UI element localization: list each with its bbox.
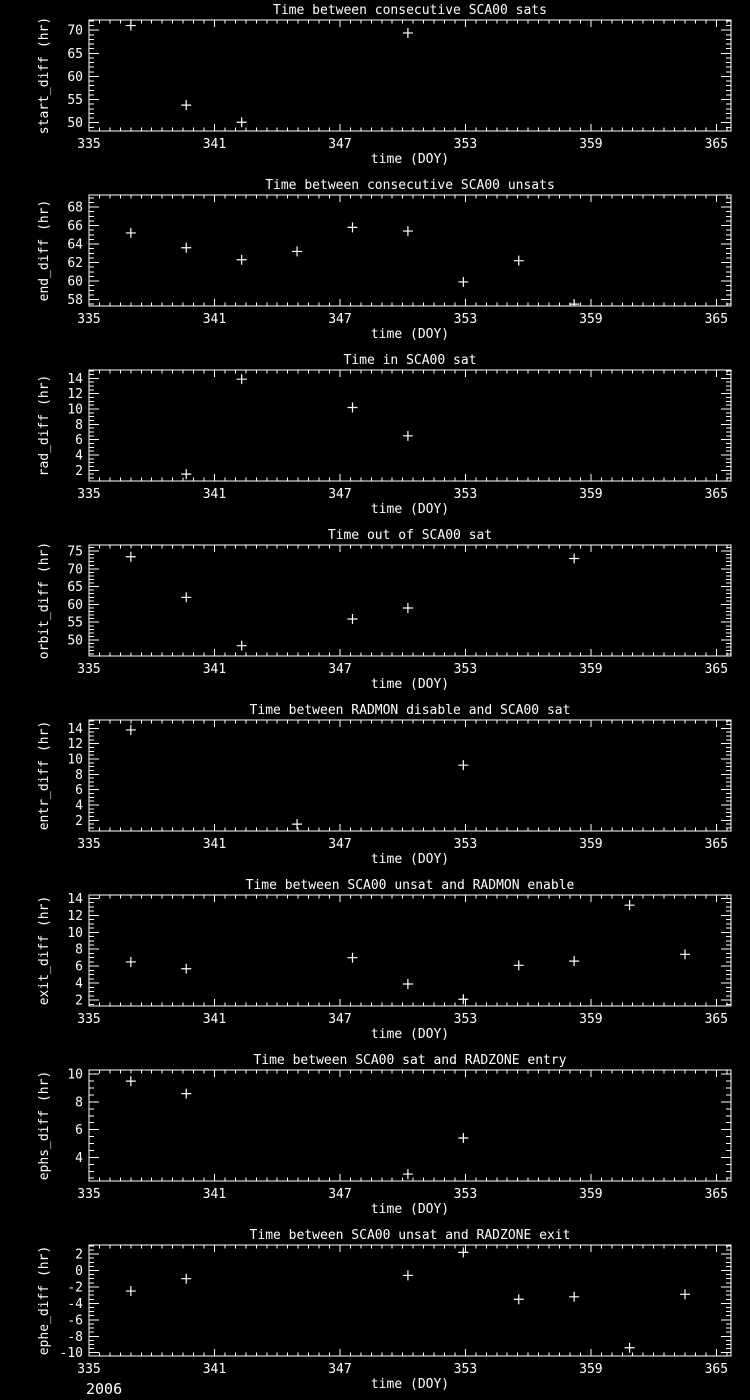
x-tick-label: 359 xyxy=(579,487,603,502)
data-point xyxy=(569,1292,579,1302)
plot-box xyxy=(89,370,731,481)
x-tick-label: 335 xyxy=(77,837,101,852)
x-axis-label: time (DOY) xyxy=(370,327,450,342)
data-point xyxy=(237,641,247,651)
x-tick-label: 365 xyxy=(704,1362,729,1377)
y-tick-label: 12 xyxy=(67,908,83,924)
x-tick-label: 353 xyxy=(453,1012,478,1027)
plot-title: Time out of SCA00 sat xyxy=(327,528,493,543)
x-tick-label: 341 xyxy=(202,1187,227,1202)
data-point xyxy=(237,255,247,265)
x-tick-label: 365 xyxy=(704,312,729,327)
data-point xyxy=(569,956,579,966)
y-tick-label: 12 xyxy=(67,737,83,753)
y-axis-label: orbit_diff (hr) xyxy=(37,541,52,660)
plot-title: Time between SCA00 unsat and RADMON enable xyxy=(245,878,575,893)
y-tick-label: 65 xyxy=(67,46,83,62)
data-point xyxy=(292,246,302,256)
x-tick-label: 335 xyxy=(77,137,101,152)
data-series xyxy=(126,21,413,128)
y-tick-label: 58 xyxy=(67,293,83,309)
data-point xyxy=(181,100,191,110)
data-point xyxy=(403,1270,413,1280)
y-tick-label: 6 xyxy=(75,959,83,975)
x-tick-label: 365 xyxy=(704,1012,729,1027)
y-tick-label: 10 xyxy=(67,1067,83,1083)
x-tick-label: 359 xyxy=(579,662,603,677)
x-tick-label: 359 xyxy=(579,837,603,852)
plot-box xyxy=(89,1245,731,1356)
y-tick-label: 14 xyxy=(67,721,83,737)
data-point xyxy=(403,28,413,38)
y-tick-label: 60 xyxy=(67,597,83,613)
data-point xyxy=(181,1089,191,1099)
y-tick-label: 50 xyxy=(67,116,83,132)
y-axis-label: end_diff (hr) xyxy=(37,199,52,302)
data-point xyxy=(680,1289,690,1299)
x-tick-label: 341 xyxy=(202,312,227,327)
data-series xyxy=(126,1076,469,1179)
x-tick-label: 353 xyxy=(453,312,478,327)
y-tick-label: 60 xyxy=(67,69,83,85)
data-point xyxy=(569,554,579,564)
y-tick-label: 10 xyxy=(67,925,83,941)
x-tick-label: 353 xyxy=(453,837,478,852)
data-point xyxy=(403,603,413,613)
y-axis-label: entr_diff (hr) xyxy=(37,720,52,831)
y-tick-label: 8 xyxy=(75,767,83,783)
x-tick-label: 359 xyxy=(579,1012,603,1027)
x-tick-label: 347 xyxy=(328,1362,352,1377)
data-series xyxy=(126,222,579,309)
x-tick-label: 341 xyxy=(202,1012,227,1027)
y-tick-label: 60 xyxy=(67,274,83,290)
x-tick-label: 341 xyxy=(202,137,227,152)
plot-orbit-diff xyxy=(0,525,750,700)
x-tick-label: 335 xyxy=(77,1012,101,1027)
data-point xyxy=(514,1294,524,1304)
x-tick-label: 353 xyxy=(453,137,478,152)
y-tick-label: 62 xyxy=(67,256,83,272)
plot-title: Time between SCA00 unsat and RADZONE exit xyxy=(249,1228,571,1243)
data-point xyxy=(181,592,191,602)
plot-title: Time between RADMON disable and SCA00 sat xyxy=(249,703,571,718)
x-axis-label: time (DOY) xyxy=(370,1202,450,1217)
x-tick-label: 365 xyxy=(704,837,729,852)
y-axis-label: start_diff (hr) xyxy=(37,16,52,135)
y-tick-label: 8 xyxy=(75,417,83,433)
y-tick-label: 65 xyxy=(67,580,83,596)
plot-box xyxy=(89,1070,731,1181)
y-tick-label: 6 xyxy=(75,1123,83,1139)
x-tick-label: 347 xyxy=(328,1012,352,1027)
data-series xyxy=(126,900,690,1004)
y-tick-label: -2 xyxy=(67,1280,83,1296)
data-point xyxy=(126,957,136,967)
x-tick-label: 341 xyxy=(202,662,227,677)
x-tick-label: 365 xyxy=(704,137,729,152)
data-point xyxy=(680,949,690,959)
x-tick-label: 353 xyxy=(453,662,478,677)
y-tick-label: 6 xyxy=(75,433,83,449)
y-tick-label: 50 xyxy=(67,633,83,649)
data-point xyxy=(458,994,468,1004)
y-tick-label: 64 xyxy=(67,237,83,253)
x-tick-label: 347 xyxy=(328,1187,352,1202)
plot-title: Time between consecutive SCA00 sats xyxy=(273,3,547,18)
data-point xyxy=(126,725,136,735)
data-series xyxy=(126,1247,690,1352)
x-tick-label: 347 xyxy=(328,312,352,327)
plot-entr-diff xyxy=(0,700,750,875)
data-point xyxy=(292,819,302,829)
plot-title: Time between SCA00 sat and RADZONE entry xyxy=(253,1053,567,1068)
data-point xyxy=(458,760,468,770)
data-point xyxy=(126,228,136,238)
data-point xyxy=(237,374,247,384)
x-axis-label: time (DOY) xyxy=(370,852,450,867)
x-tick-label: 359 xyxy=(579,137,603,152)
y-tick-label: 70 xyxy=(67,562,83,578)
y-axis-label: ephs_diff (hr) xyxy=(37,1070,52,1181)
x-axis-label: time (DOY) xyxy=(370,502,450,517)
y-tick-label: 4 xyxy=(75,798,83,814)
y-tick-label: 12 xyxy=(67,387,83,403)
data-point xyxy=(126,1076,136,1086)
x-axis-label: time (DOY) xyxy=(370,1377,450,1392)
y-tick-label: -8 xyxy=(67,1329,83,1345)
x-tick-label: 359 xyxy=(579,1362,603,1377)
x-tick-label: 353 xyxy=(453,487,478,502)
y-tick-label: 14 xyxy=(67,891,83,907)
plot-box xyxy=(89,545,731,656)
y-tick-label: 0 xyxy=(75,1263,83,1279)
data-point xyxy=(514,256,524,266)
y-tick-label: 14 xyxy=(67,371,83,387)
y-tick-label: -4 xyxy=(67,1296,83,1312)
y-tick-label: 4 xyxy=(75,976,83,992)
plot-start-diff xyxy=(0,0,750,175)
data-point xyxy=(126,1286,136,1296)
y-tick-label: 8 xyxy=(75,1095,83,1111)
data-point xyxy=(514,960,524,970)
x-tick-label: 353 xyxy=(453,1362,478,1377)
x-axis-label: time (DOY) xyxy=(370,677,450,692)
data-point xyxy=(458,1133,468,1143)
data-series xyxy=(126,725,469,829)
y-tick-label: 66 xyxy=(67,219,83,235)
data-point xyxy=(458,1247,468,1257)
data-point xyxy=(347,403,357,413)
data-series xyxy=(126,552,579,651)
y-axis-label: exit_diff (hr) xyxy=(37,895,52,1006)
y-tick-label: 8 xyxy=(75,942,83,958)
x-tick-label: 359 xyxy=(579,312,603,327)
plot-title: Time between consecutive SCA00 unsats xyxy=(265,178,555,193)
x-tick-label: 335 xyxy=(77,1362,101,1377)
data-point xyxy=(569,299,579,309)
y-tick-label: 6 xyxy=(75,783,83,799)
x-tick-label: 341 xyxy=(202,487,227,502)
data-point xyxy=(403,1169,413,1179)
x-tick-label: 335 xyxy=(77,487,101,502)
plot-box xyxy=(89,895,731,1006)
x-tick-label: 335 xyxy=(77,1187,101,1202)
x-tick-label: 347 xyxy=(328,662,352,677)
y-tick-label: 2 xyxy=(75,463,83,479)
data-point xyxy=(347,614,357,624)
y-tick-label: 68 xyxy=(67,200,83,216)
x-tick-label: 347 xyxy=(328,487,352,502)
y-tick-label: 4 xyxy=(75,448,83,464)
x-axis-label: time (DOY) xyxy=(370,1027,450,1042)
x-tick-label: 335 xyxy=(77,662,101,677)
x-tick-label: 365 xyxy=(704,662,729,677)
data-point xyxy=(625,900,635,910)
data-point xyxy=(181,1274,191,1284)
x-axis-label: time (DOY) xyxy=(370,152,450,167)
y-tick-label: -6 xyxy=(67,1313,83,1329)
data-point xyxy=(181,243,191,253)
y-axis-label: ephe_diff (hr) xyxy=(37,1245,52,1356)
data-point xyxy=(625,1343,635,1353)
data-point xyxy=(126,552,136,562)
data-point xyxy=(126,21,136,31)
x-tick-label: 335 xyxy=(77,312,101,327)
data-point xyxy=(181,964,191,974)
x-tick-label: 347 xyxy=(328,837,352,852)
data-point xyxy=(347,953,357,963)
data-point xyxy=(403,226,413,236)
x-tick-label: 341 xyxy=(202,1362,227,1377)
data-point xyxy=(403,979,413,989)
plot-ephe-diff xyxy=(0,1225,750,1400)
data-series xyxy=(181,374,413,479)
data-point xyxy=(347,222,357,232)
x-tick-label: 347 xyxy=(328,137,352,152)
y-tick-label: 4 xyxy=(75,1150,83,1166)
plot-box xyxy=(89,195,731,306)
data-point xyxy=(458,277,468,287)
y-tick-label: 75 xyxy=(67,544,83,560)
y-tick-label: -10 xyxy=(59,1346,83,1362)
y-tick-label: 10 xyxy=(67,402,83,418)
y-axis-label: rad_diff (hr) xyxy=(37,374,52,477)
plot-box xyxy=(89,20,731,131)
y-tick-label: 10 xyxy=(67,752,83,768)
y-tick-label: 55 xyxy=(67,93,83,109)
y-tick-label: 2 xyxy=(75,1247,83,1263)
plot-rad-diff xyxy=(0,350,750,525)
plot-title: Time in SCA00 sat xyxy=(343,353,477,368)
data-point xyxy=(403,431,413,441)
y-tick-label: 2 xyxy=(75,993,83,1009)
x-tick-label: 353 xyxy=(453,1187,478,1202)
year-label: 2006 xyxy=(86,1380,123,1398)
plot-ephs-diff xyxy=(0,1050,750,1225)
y-tick-label: 2 xyxy=(75,813,83,829)
plot-end-diff xyxy=(0,175,750,350)
x-tick-label: 365 xyxy=(704,1187,729,1202)
x-tick-label: 341 xyxy=(202,837,227,852)
plot-box xyxy=(89,720,731,831)
y-tick-label: 70 xyxy=(67,23,83,39)
x-tick-label: 365 xyxy=(704,487,729,502)
plot-exit-diff xyxy=(0,875,750,1050)
y-tick-label: 55 xyxy=(67,615,83,631)
data-point xyxy=(237,117,247,127)
x-tick-label: 359 xyxy=(579,1187,603,1202)
